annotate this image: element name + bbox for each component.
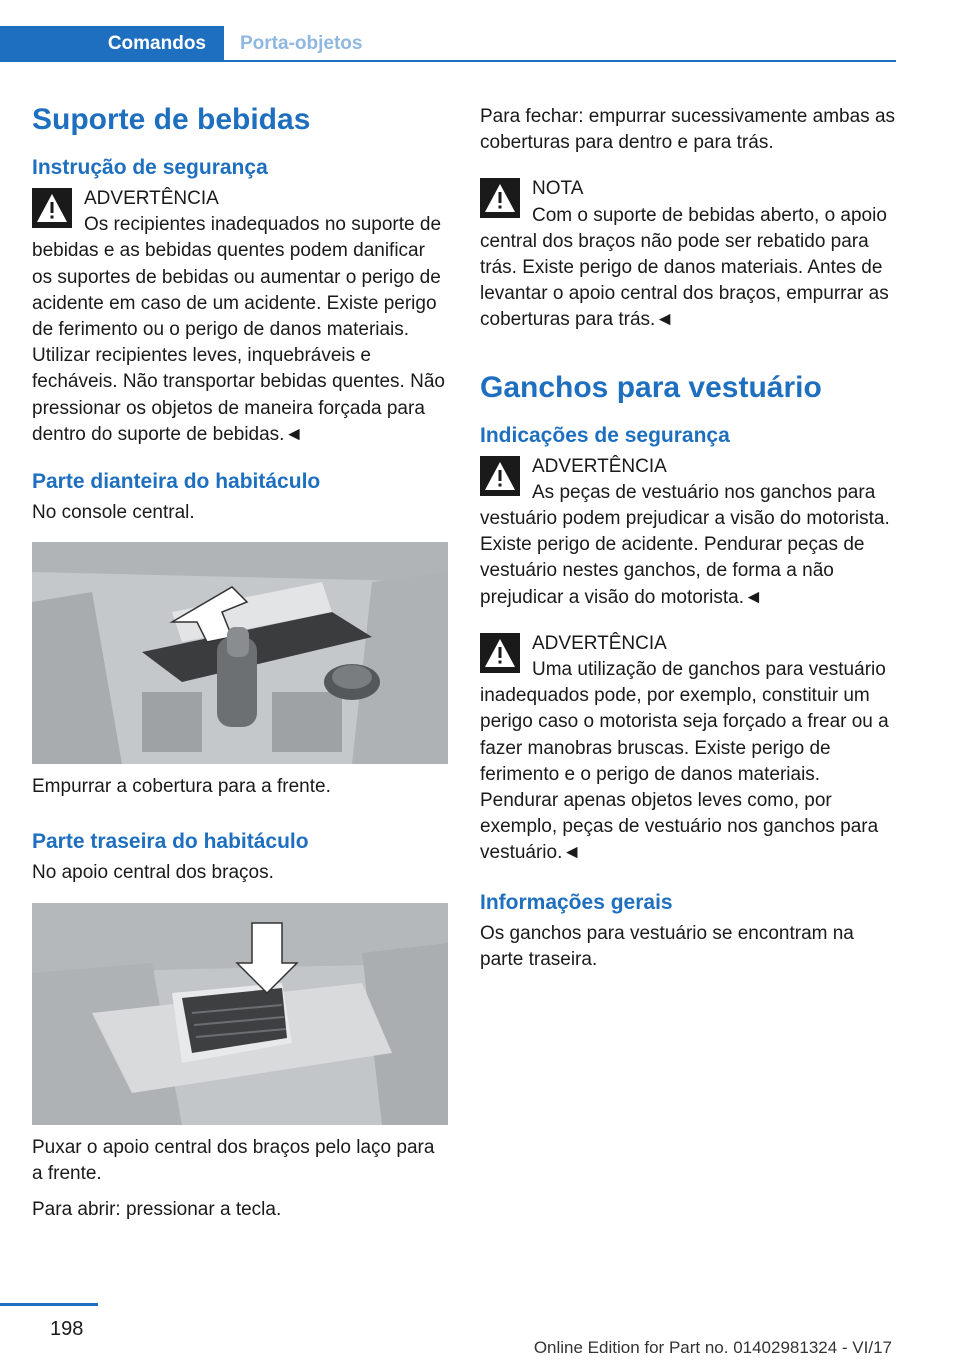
page-number: 198 xyxy=(50,1318,84,1340)
front-text: No console central. xyxy=(32,502,195,524)
safety-heading: Instrução de segurança xyxy=(32,156,268,179)
rear-text: No apoio central dos braços. xyxy=(32,862,274,884)
note-block xyxy=(480,176,896,333)
warning-text: As peças de vestuário nos ganchos para vestuário podem prejudicar a visão do motorista. Existe perigo de acidente. Pendurar peças de vestuário nestes ganchos, de forma a não prejudicar a visão do motorista.◄ xyxy=(480,481,890,608)
rear-open-text: Para abrir: pressionar a tecla. xyxy=(32,1199,282,1221)
front-console-illustration xyxy=(32,542,448,764)
close-text: Para fechar: empurrar sucessivamente ambas as coberturas para dentro e para trás. xyxy=(480,106,896,154)
rear-heading: Parte traseira do habitáculo xyxy=(32,830,309,854)
note-text: Com o suporte de bebidas aberto, o apoio central dos braços não pode ser rebatido para trás. Existe perigo de danos materiais. Antes de levantar o apoio central dos braços, empurrar as coberturas para trás.◄ xyxy=(480,204,889,331)
rear-armrest-illustration xyxy=(32,903,448,1125)
edition-footer: Online Edition for Part no. 01402981324 - VI/17 xyxy=(533,1338,892,1357)
warning-block xyxy=(32,186,448,448)
warning-block xyxy=(480,631,896,867)
front-caption: Empurrar a cobertura para a frente. xyxy=(32,776,331,798)
warning-title: ADVERTÊNCIA xyxy=(532,455,667,477)
left-column xyxy=(32,100,448,1223)
general-heading: Informações gerais xyxy=(480,890,673,914)
warning-title: ADVERTÊNCIA xyxy=(532,632,667,654)
warning-icon xyxy=(480,633,520,673)
hooks-title: Ganchos para vestuário xyxy=(480,370,822,404)
warning-block xyxy=(480,454,896,611)
front-heading: Parte dianteira do habitáculo xyxy=(32,470,321,494)
general-text: Os ganchos para vestuário se encontram na parte traseira. xyxy=(480,922,854,970)
tab-comandos[interactable]: Comandos xyxy=(0,26,224,62)
right-column xyxy=(480,104,896,973)
warning-icon xyxy=(32,188,72,228)
rear-caption: Puxar o apoio central dos braços pelo laço para a frente. xyxy=(32,1136,435,1184)
chapter-header xyxy=(0,26,896,62)
warning-text: Os recipientes inadequados no suporte de bebidas e as bebidas quentes podem danificar os suportes de bebidas ou aumentar o perigo de acidente em caso de um acidente. Existe perigo de ferimento ou o perigo de danos materiais. Utilizar recipientes leves, inquebráveis e fecháveis. Não transportar bebidas quentes. Não pressionar os objetos de maneira forçada para dentro do suporte de bebidas.◄ xyxy=(32,214,445,445)
note-title: NOTA xyxy=(532,178,584,200)
warning-icon xyxy=(480,456,520,496)
note-icon xyxy=(480,178,520,218)
hooks-safety-heading: Indicações de segurança xyxy=(480,423,730,447)
footer-rule xyxy=(0,1303,98,1306)
warning-title: ADVERTÊNCIA xyxy=(84,188,219,209)
page-title: Suporte de bebidas xyxy=(32,103,311,136)
warning-text: Uma utilização de ganchos para vestuário inadequados pode, por exemplo, constituir um perigo caso o motorista seja forçado a frear ou a fazer manobras bruscas. Existe perigo de ferimento e o perigo de danos materiais. Pendurar apenas objetos leves como, por exemplo, peças de vestuário nos ganchos para vestuário.◄ xyxy=(480,659,889,864)
tab-porta-objetos[interactable]: Porta-objetos xyxy=(240,33,363,54)
